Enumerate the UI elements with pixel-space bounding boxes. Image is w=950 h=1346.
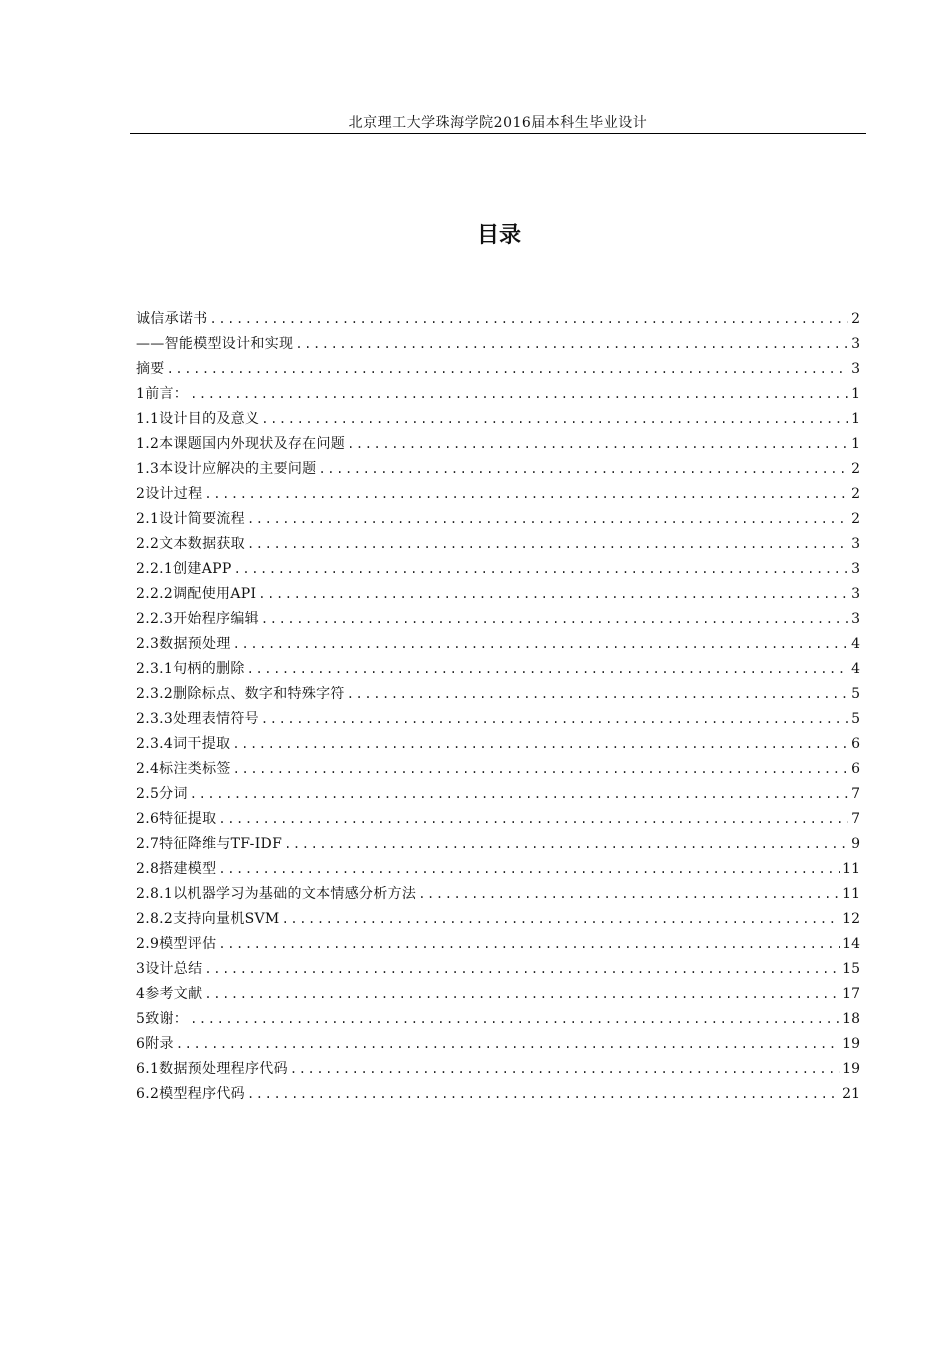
toc-dot-leader bbox=[167, 358, 848, 380]
toc-page-number: 3 bbox=[851, 361, 860, 377]
toc-entry-2-2[interactable] bbox=[136, 533, 860, 558]
toc-entry-2-3[interactable] bbox=[136, 633, 860, 658]
toc-dot-leader bbox=[204, 958, 840, 980]
toc-entry-label: 诚信承诺书 bbox=[136, 311, 208, 327]
toc-dot-leader bbox=[233, 758, 848, 780]
toc-entry-subtitle[interactable] bbox=[136, 333, 860, 358]
toc-entry-label: 2.8搭建模型 bbox=[136, 861, 217, 877]
toc-page-number: 17 bbox=[842, 986, 860, 1002]
toc-entry-label: 1.3本设计应解决的主要问题 bbox=[136, 461, 317, 477]
toc-page-number: 1 bbox=[851, 436, 860, 452]
toc-entry-label: 1.1设计目的及意义 bbox=[136, 411, 260, 427]
toc-page-number: 6 bbox=[851, 736, 860, 752]
toc-dot-leader bbox=[218, 808, 848, 830]
toc-entry-label: 2.2.1创建APP bbox=[136, 561, 232, 577]
toc-dot-leader bbox=[347, 433, 848, 455]
toc-entry-label: 2.8.1以机器学习为基础的文本情感分析方法 bbox=[136, 886, 417, 902]
toc-entry-label: 2.6特征提取 bbox=[136, 811, 217, 827]
toc-page-number: 15 bbox=[842, 961, 860, 977]
toc-page-number: 2 bbox=[851, 311, 860, 327]
toc-entry-label: 2.7特征降维与TF-IDF bbox=[136, 836, 283, 852]
toc-page-number: 18 bbox=[842, 1011, 860, 1027]
toc-page-number: 21 bbox=[842, 1086, 860, 1102]
toc-page-number: 3 bbox=[851, 536, 860, 552]
toc-entry-label: 6.2模型程序代码 bbox=[136, 1086, 245, 1102]
toc-entry-2-3-4[interactable] bbox=[136, 733, 860, 758]
toc-page-number: 11 bbox=[842, 861, 860, 877]
toc-entry-2-5[interactable] bbox=[136, 783, 860, 808]
toc-page-number: 1 bbox=[851, 386, 860, 402]
toc-page-number: 3 bbox=[851, 611, 860, 627]
toc-page-number: 1 bbox=[851, 411, 860, 427]
toc-dot-leader bbox=[261, 608, 848, 630]
toc-entry-1[interactable] bbox=[136, 383, 860, 408]
toc-page-number: 11 bbox=[842, 886, 860, 902]
toc-dot-leader bbox=[418, 883, 840, 905]
toc-dot-leader bbox=[258, 583, 848, 605]
toc-entry-2-9[interactable] bbox=[136, 933, 860, 958]
toc-entry-label: ——智能模型设计和实现 bbox=[136, 336, 294, 352]
toc-entry-label: 2.8.2支持向量机SVM bbox=[136, 911, 280, 927]
toc-entry-2-2-2[interactable] bbox=[136, 583, 860, 608]
toc-entry-label: 6附录 bbox=[136, 1036, 174, 1052]
toc-page-number: 2 bbox=[851, 511, 860, 527]
toc-entry-label: 5致谢： bbox=[136, 1011, 189, 1027]
toc-entry-1-2[interactable] bbox=[136, 433, 860, 458]
toc-page-number: 5 bbox=[851, 711, 860, 727]
toc-dot-leader bbox=[295, 333, 848, 355]
toc-entry-integrity-pledge[interactable] bbox=[136, 308, 860, 333]
toc-entry-2-8-1[interactable] bbox=[136, 883, 860, 908]
toc-page-number: 6 bbox=[851, 761, 860, 777]
toc-entry-label: 摘要 bbox=[136, 361, 165, 377]
toc-entry-abstract[interactable] bbox=[136, 358, 860, 383]
toc-entry-6-1[interactable] bbox=[136, 1058, 860, 1083]
toc-entry-label: 2设计过程 bbox=[136, 486, 203, 502]
toc-entry-label: 2.2.2调配使用API bbox=[136, 586, 257, 602]
toc-page-number: 2 bbox=[851, 486, 860, 502]
toc-entry-label: 2.1设计简要流程 bbox=[136, 511, 245, 527]
toc-entry-label: 2.2文本数据获取 bbox=[136, 536, 245, 552]
toc-dot-leader bbox=[290, 1058, 840, 1080]
toc-page-number: 7 bbox=[851, 786, 860, 802]
toc-dot-leader bbox=[190, 783, 848, 805]
toc-dot-leader bbox=[190, 1008, 840, 1030]
toc-dot-leader bbox=[204, 483, 848, 505]
toc-entry-label: 2.3.1句柄的删除 bbox=[136, 661, 245, 677]
toc-dot-leader bbox=[347, 683, 848, 705]
toc-entry-2-7[interactable] bbox=[136, 833, 860, 858]
toc-page-number: 14 bbox=[842, 936, 860, 952]
toc-page-number: 2 bbox=[851, 461, 860, 477]
toc-dot-leader bbox=[247, 508, 848, 530]
page-title: 目录 bbox=[476, 223, 521, 248]
toc-entry-label: 1.2本课题国内外现状及存在问题 bbox=[136, 436, 346, 452]
toc-entry-label: 4参考文献 bbox=[136, 986, 203, 1002]
toc-page-number: 19 bbox=[842, 1061, 860, 1077]
toc-entry-6[interactable] bbox=[136, 1033, 860, 1058]
toc-page-number: 3 bbox=[851, 561, 860, 577]
toc-dot-leader bbox=[234, 558, 848, 580]
toc-entry-1-3[interactable] bbox=[136, 458, 860, 483]
page-header: 北京理工大学珠海学院2016届本科生毕业设计 bbox=[348, 115, 648, 131]
toc-entry-2-6[interactable] bbox=[136, 808, 860, 833]
toc-dot-leader bbox=[261, 708, 848, 730]
toc-entry-2-3-1[interactable] bbox=[136, 658, 860, 683]
toc-entry-2-1[interactable] bbox=[136, 508, 860, 533]
toc-dot-leader bbox=[204, 983, 840, 1005]
table-of-contents bbox=[136, 308, 860, 1108]
toc-entry-2-3-2[interactable] bbox=[136, 683, 860, 708]
toc-entry-2-8-2[interactable] bbox=[136, 908, 860, 933]
toc-dot-leader bbox=[247, 1083, 840, 1105]
toc-page-number: 5 bbox=[851, 686, 860, 702]
toc-entry-label: 6.1数据预处理程序代码 bbox=[136, 1061, 288, 1077]
toc-entry-2-3-3[interactable] bbox=[136, 708, 860, 733]
toc-entry-5[interactable] bbox=[136, 1008, 860, 1033]
toc-page-number: 19 bbox=[842, 1036, 860, 1052]
toc-dot-leader bbox=[233, 633, 848, 655]
toc-dot-leader bbox=[210, 308, 849, 330]
toc-page-number: 4 bbox=[851, 636, 860, 652]
toc-entry-6-2[interactable] bbox=[136, 1083, 860, 1108]
toc-dot-leader bbox=[176, 1033, 840, 1055]
toc-dot-leader bbox=[284, 833, 848, 855]
toc-dot-leader bbox=[218, 858, 840, 880]
toc-page-number: 3 bbox=[851, 336, 860, 352]
toc-entry-2-4[interactable] bbox=[136, 758, 860, 783]
toc-dot-leader bbox=[282, 908, 841, 930]
toc-entry-label: 2.5分词 bbox=[136, 786, 188, 802]
toc-dot-leader bbox=[247, 533, 848, 555]
toc-dot-leader bbox=[318, 458, 848, 480]
toc-entry-label: 3设计总结 bbox=[136, 961, 203, 977]
header-rule bbox=[130, 133, 866, 134]
toc-entry-2[interactable] bbox=[136, 483, 860, 508]
toc-dot-leader bbox=[218, 933, 840, 955]
toc-entry-label: 2.3.2删除标点、数字和特殊字符 bbox=[136, 686, 345, 702]
toc-entry-label: 2.3.4词干提取 bbox=[136, 736, 231, 752]
toc-entry-1-1[interactable] bbox=[136, 408, 860, 433]
toc-page-number: 3 bbox=[851, 586, 860, 602]
toc-entry-label: 2.4标注类标签 bbox=[136, 761, 231, 777]
toc-entry-3[interactable] bbox=[136, 958, 860, 983]
toc-dot-leader bbox=[261, 408, 848, 430]
toc-page-number: 7 bbox=[851, 811, 860, 827]
toc-page-number: 9 bbox=[851, 836, 860, 852]
toc-entry-2-2-1[interactable] bbox=[136, 558, 860, 583]
toc-entry-label: 2.9模型评估 bbox=[136, 936, 217, 952]
toc-entry-4[interactable] bbox=[136, 983, 860, 1008]
toc-entry-2-8[interactable] bbox=[136, 858, 860, 883]
toc-entry-label: 2.3数据预处理 bbox=[136, 636, 231, 652]
toc-page-number: 4 bbox=[851, 661, 860, 677]
toc-entry-2-2-3[interactable] bbox=[136, 608, 860, 633]
toc-dot-leader bbox=[232, 733, 848, 755]
toc-page-number: 12 bbox=[842, 911, 860, 927]
toc-entry-label: 2.3.3处理表情符号 bbox=[136, 711, 259, 727]
toc-dot-leader bbox=[190, 383, 848, 405]
toc-entry-label: 2.2.3开始程序编辑 bbox=[136, 611, 259, 627]
toc-dot-leader bbox=[247, 658, 848, 680]
toc-entry-label: 1前言： bbox=[136, 386, 189, 402]
